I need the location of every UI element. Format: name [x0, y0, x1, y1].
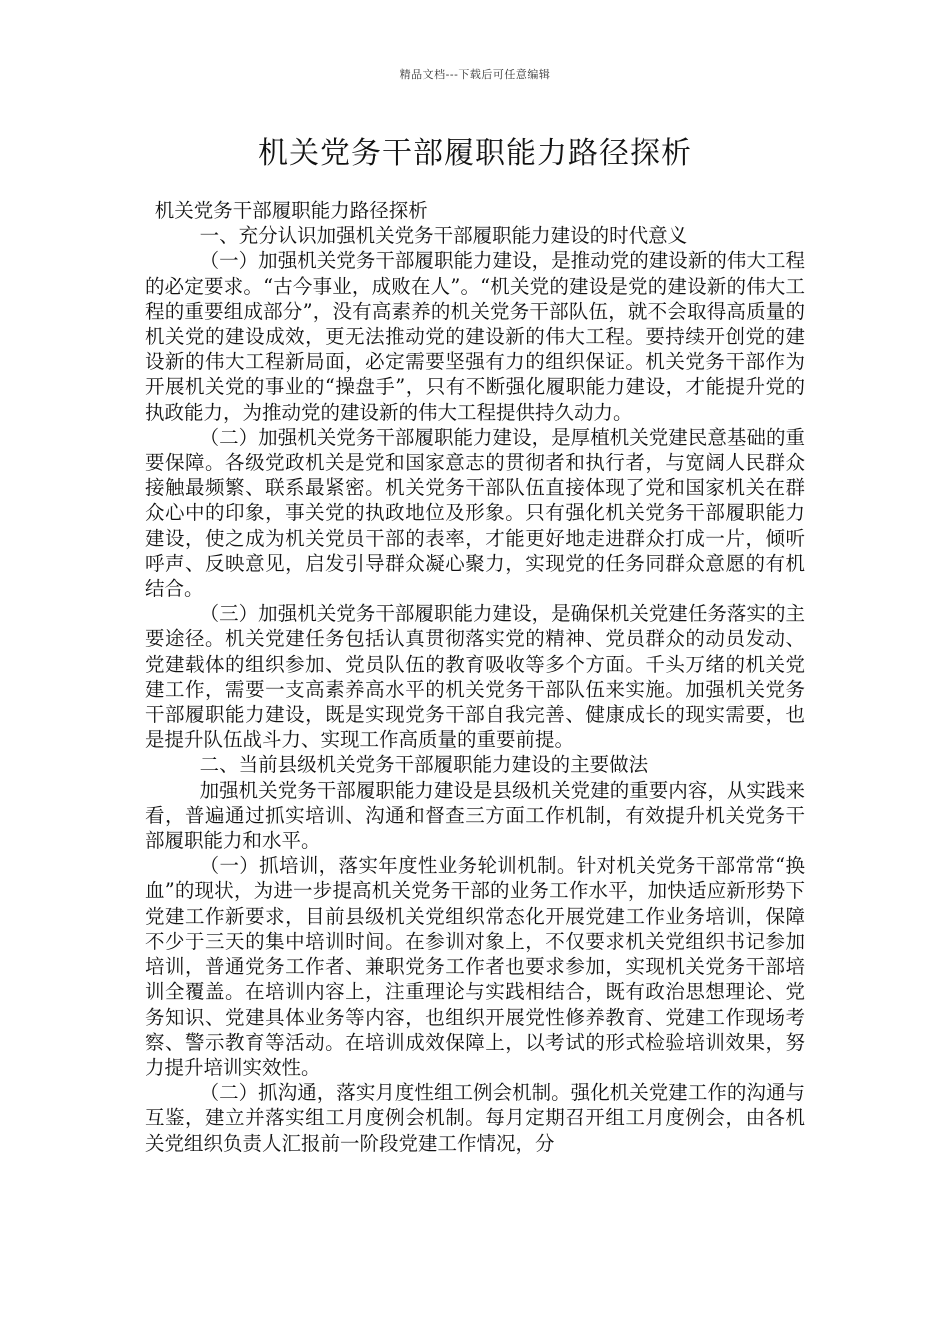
document-title: 机关党务干部履职能力路径探析: [258, 136, 692, 171]
header-note: 精品文档---下载后可任意编辑: [399, 68, 551, 81]
paragraph: （二）抓沟通，落实月度性组工例会机制。强化机关党建工作的沟通与互鉴，建立并落实组工月度例会机制。每月定期召开组工月度例会，由各机关党组织负责人汇报前一阶段党建工作情况，分: [145, 1081, 805, 1155]
section-heading-1: 一、充分认识加强机关党务干部履职能力建设的时代意义: [199, 224, 688, 248]
section-heading-2: 二、当前县级机关党务干部履职能力建设的主要做法: [199, 753, 649, 777]
document-body: [145, 198, 805, 1156]
paragraph: （一）加强机关党务干部履职能力建设，是推动党的建设新的伟大工程的必定要求。“古今事业，成败在人”。“机关党的建设是党的建设新的伟大工程的重要组成部分”，没有高素养的机关党务干部队伍，就不会取得高质量的机关党的建设成效，更无法推动党的建设新的伟大工程。要持续开创党的建设新的伟大工程新局面，必定需要坚强有力的组织保证。机关党务干部作为开展机关党的事业的“操盘手”，只有不断强化履职能力建设，才能提升党的执政能力，为推动党的建设新的伟大工程提供持久动力。: [145, 249, 805, 424]
paragraph: （二）加强机关党务干部履职能力建设，是厚植机关党建民意基础的重要保障。各级党政机关是党和国家意志的贯彻者和执行者，与宽阔人民群众接触最频繁、联系最紧密。机关党务干部队伍直接体现了党和国家机关在群众心中的印象，事关党的执政地位及形象。只有强化机关党务干部履职能力建设，使之成为机关党员干部的表率，才能更好地走进群众打成一片，倾听呼声、反映意见，启发引导群众凝心聚力，实现党的任务同群众意愿的有机结合。: [145, 425, 805, 601]
paragraph: （三）加强机关党务干部履职能力建设，是确保机关党建任务落实的主要途径。机关党建任务包括认真贯彻落实党的精神、党员群众的动员发动、党建载体的组织参加、党员队伍的教育吸收等多个方面。千头万绪的机关党建工作，需要一支高素养高水平的机关党务干部队伍来实施。加强机关党务干部履职能力建设，既是实现党务干部自我完善、健康成长的现实需要，也是提升队伍战斗力、实现工作高质量的重要前提。: [145, 602, 805, 752]
paragraph: （一）抓培训，落实年度性业务轮训机制。针对机关党务干部常常“换血”的现状，为进一步提高机关党务干部的业务工作水平，加快适应新形势下党建工作新要求，目前县级机关党组织常态化开展党建工作业务培训，保障不少于三天的集中培训时间。在参训对象上，不仅要求机关党组织书记参加培训，普通党务工作者、兼职党务工作者也要求参加，实现机关党务干部培训全覆盖。在培训内容上，注重理论与实践相结合，既有政治思想理论、党务知识、党建具体业务等内容，也组织开展党性修养教育、党建工作现场考察、警示教育等活动。在培训成效保障上，以考试的形式检验培训效果，努力提升培训实效性。: [145, 854, 805, 1079]
paragraph: 加强机关党务干部履职能力建设是县级机关党建的重要内容，从实践来看，普遍通过抓实培训、沟通和督查三方面工作机制，有效提升机关党务干部履职能力和水平。: [145, 778, 805, 853]
body-subtitle: 机关党务干部履职能力路径探析: [154, 199, 428, 222]
